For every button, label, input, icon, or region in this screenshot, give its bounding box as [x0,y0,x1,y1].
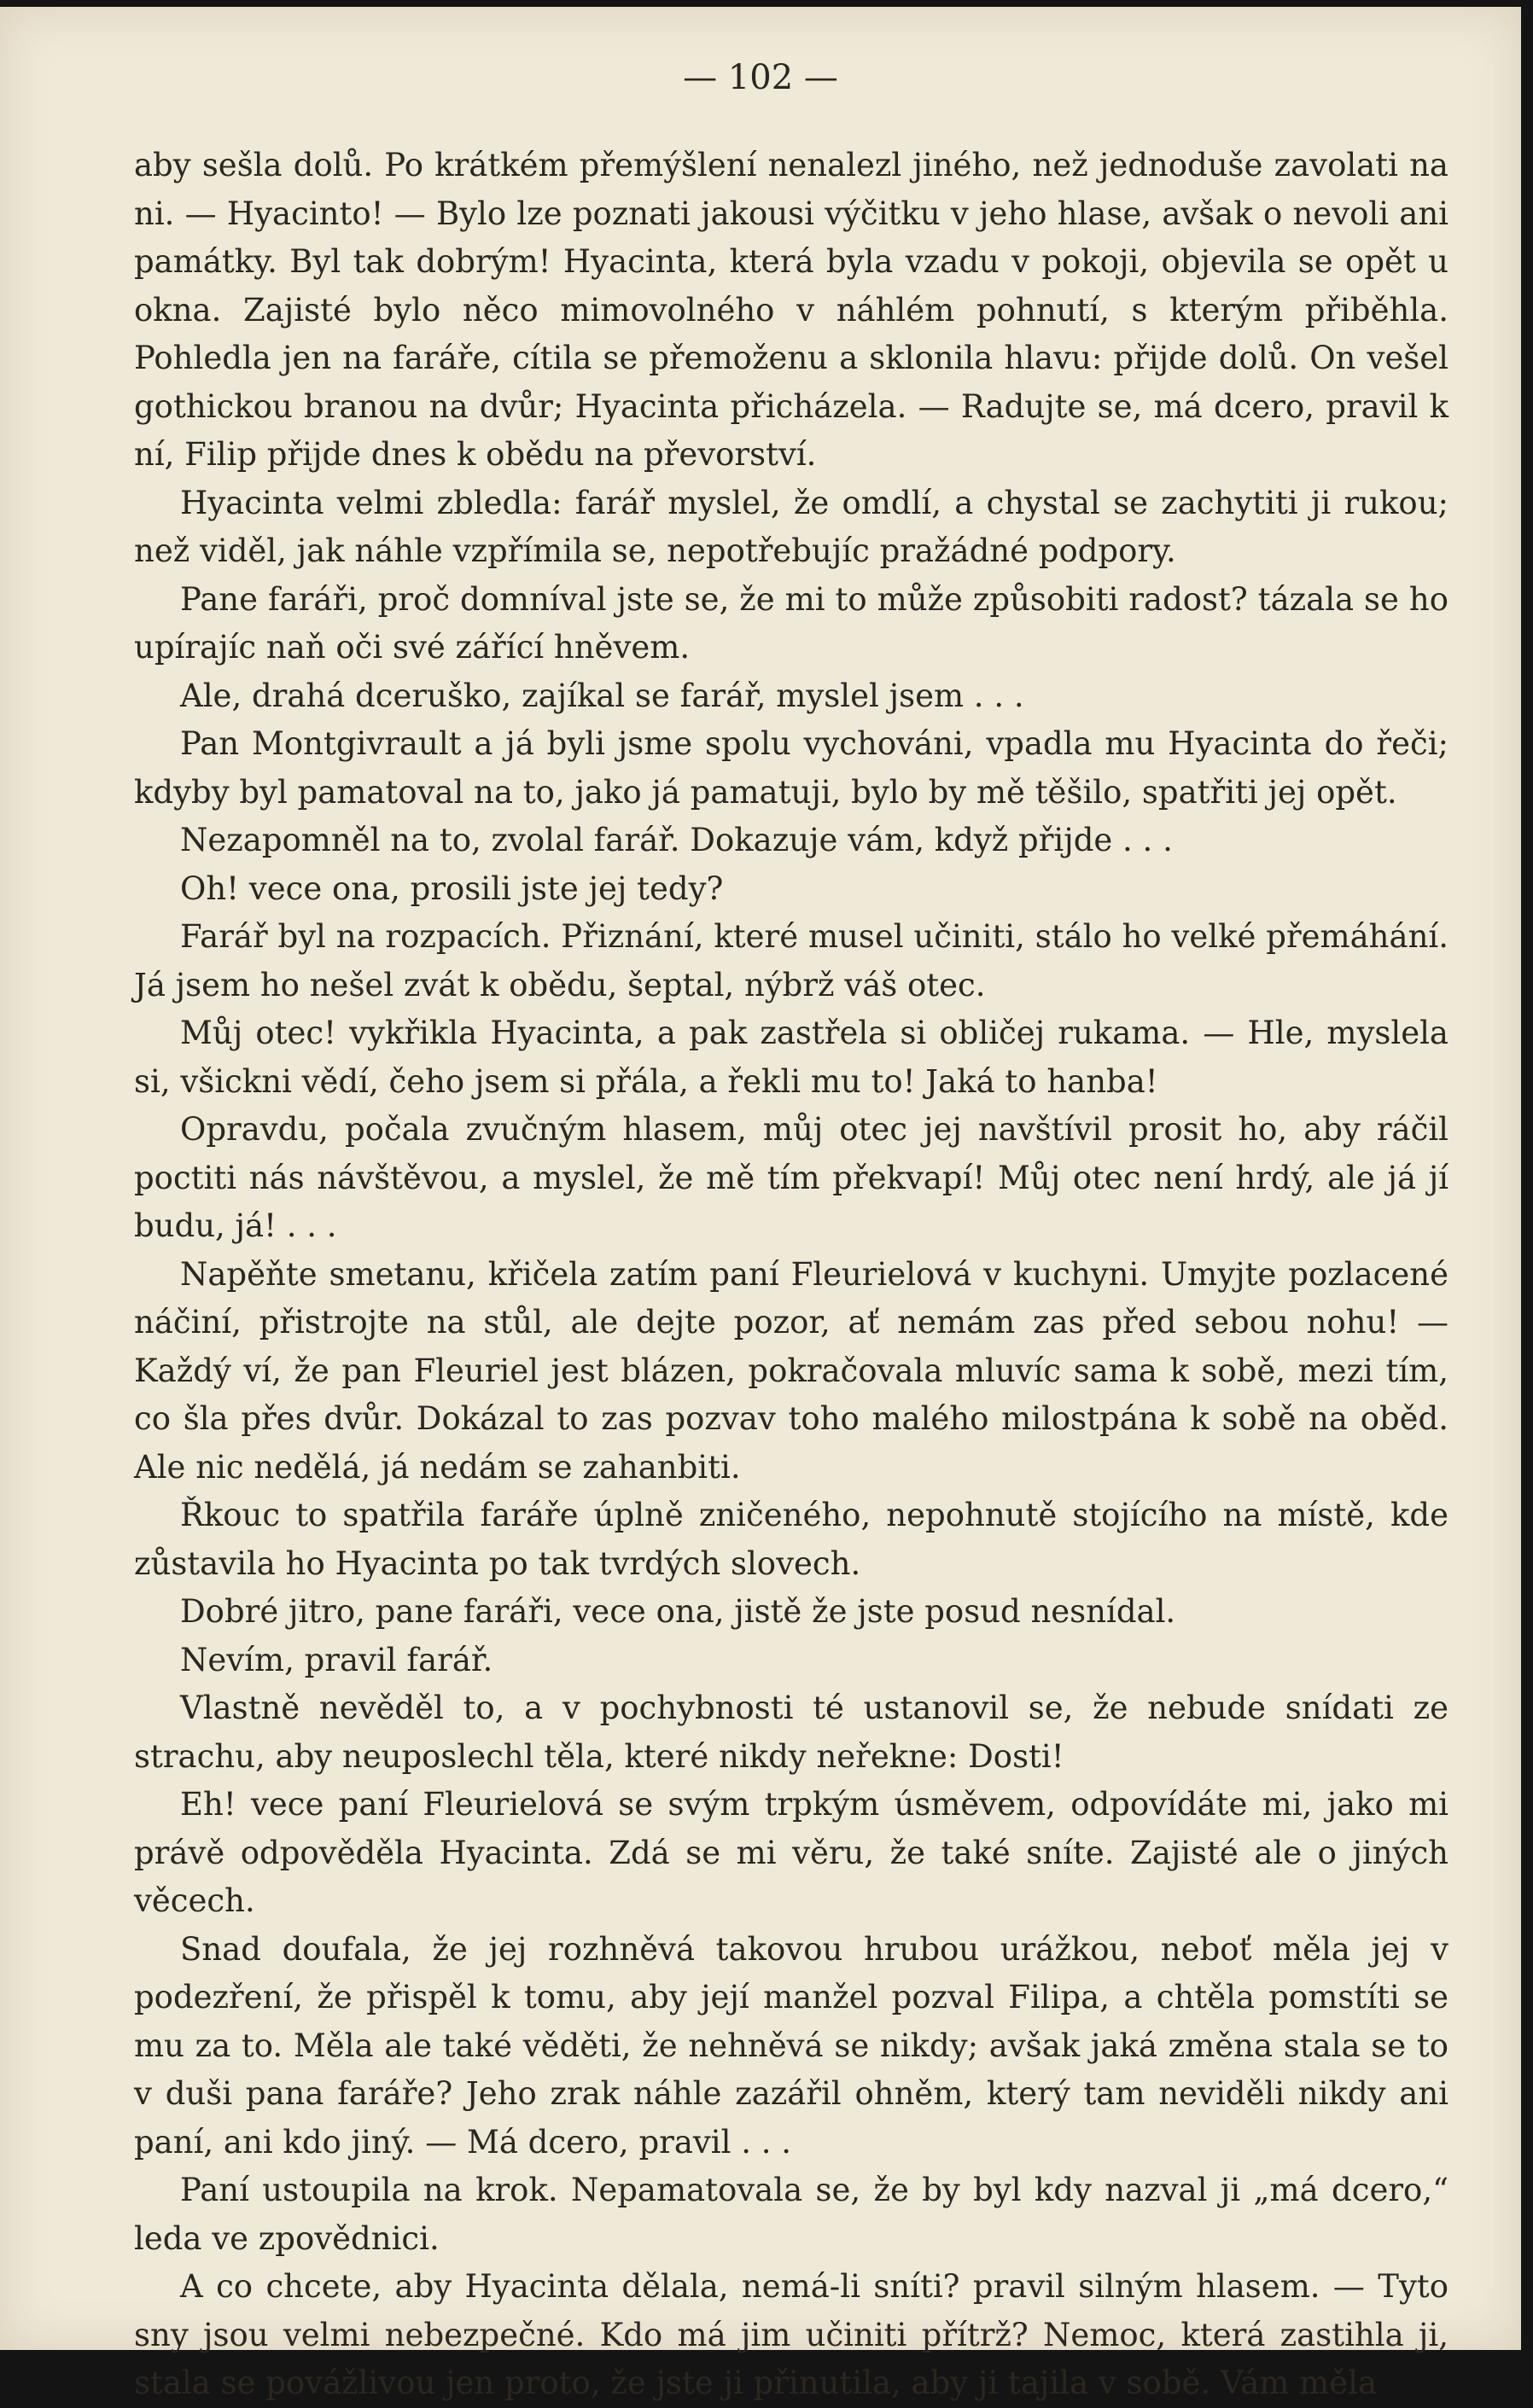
paragraph: Napěňte smetanu, křičela zatím paní Fleurielová v kuchyni. Umyjte pozlacené náčiní, přistrojte na stůl, ale dejte pozor, ať nemám zas před sebou nohu! — Každý ví, že pan Fleuriel jest blázen, pokračovala mluvíc sama k sobě, mezi tím, co šla přes dvůr. Dokázal to zas pozvav toho malého milostpána k sobě na oběd. Ale nic nedělá, já nedám se zahanbiti. [134,1255,1448,1486]
book-page [0,7,1521,2401]
paragraph: Nevím, pravil farář. [180,1641,493,1678]
paragraph: Dobré jitro, pane faráři, vece ona, jistě že jste posud nesnídal. [180,1593,1176,1630]
paragraph: Pan Montgivrault a já byli jsme spolu vychováni, vpadla mu Hyacinta do řeči; kdyby byl pamatoval na to, jako já pamatuji, bylo by mě těšilo, spatřiti jej opět. [134,725,1448,811]
paragraph: Oh! vece ona, prosili jste jej tedy? [180,870,724,907]
paragraph: Opravdu, počala zvučným hlasem, můj otec jej navštívil prosit ho, aby ráčil poctiti nás návštěvou, a myslel, že mě tím překvapí! Můj otec není hrdý, ale já jí budu, já! . . . [134,1111,1448,1244]
page-body [134,142,1448,2408]
paragraph: Vlastně nevěděl to, a v pochybnosti té ustanovil se, že nebude snídati ze strachu, aby neuposlechl těla, které nikdy neřekne: Dosti! [134,1690,1448,1775]
paragraph: Ale, drahá dceruško, zajíkal se farář, myslel jsem . . . [180,677,1024,714]
paragraph: Eh! vece paní Fleurielová se svým trpkým úsměvem, odpovídáte mi, jako mi právě odpověděla Hyacinta. Zdá se mi věru, že také sníte. Zajisté ale o jiných věcech. [134,1786,1448,1919]
paragraph: Paní ustoupila na krok. Nepamatovala se, že by byl kdy nazval ji „má dcero,“ leda ve zpovědnici. [134,2172,1448,2257]
paragraph: Můj otec! vykřikla Hyacinta, a pak zastřela si obličej rukama. — Hle, myslela si, všickni vědí, čeho jsem si přála, a řekli mu to! Jaká to hanba! [134,1015,1448,1100]
paragraph: Hyacinta velmi zbledla: farář myslel, že omdlí, a chystal se zachytiti ji rukou; než viděl, jak náhle vzpřímila se, nepotřebujíc pražádné podpory. [134,484,1448,569]
paragraph: Farář byl na rozpacích. Přiznání, které musel učiniti, stálo ho velké přemáhání. Já jsem ho nešel zvát k obědu, šeptal, nýbrž váš otec. [134,918,1448,1003]
paragraph: Nezapomněl na to, zvolal farář. Dokazuje vám, když přijde . . . [180,822,1173,858]
paragraph: Pane faráři, proč domníval jste se, že mi to může způsobiti radost? tázala se ho upírajíc naň oči své zářící hněvem. [134,580,1448,666]
paragraph: A co chcete, aby Hyacinta dělala, nemá-li sníti? pravil silným hlasem. — Tyto sny jsou velmi nebezpečné. Kdo má jim učiniti přítrž? Nemoc, která zastihla ji, stala se povážlivou jen proto, že jste ji přinutila, aby ji tajila v sobě. Vám měla [134,2268,1448,2401]
paragraph: aby sešla dolů. Po krátkém přemýšlení nenalezl jiného, než jednoduše zavolati na ni. — Hyacinto! — Bylo lze poznati jakousi výčitku v jeho hlase, avšak o nevoli ani památky. Byl tak dobrým! Hyacinta, která byla vzadu v pokoji, objevila se opět u okna. Zajisté bylo něco mimovolného v náhlém pohnutí, s kterým přiběhla. Pohledla jen na faráře, cítila se přemoženu a sklonila hlavu: přijde dolů. On vešel gothickou branou na dvůr; Hyacinta přicházela. — Radujte se, má dcero, pravil k ní, Filip přijde dnes k obědu na převorství. [134,147,1448,473]
page-number: — 102 — [683,58,838,97]
paragraph: Snad doufala, že jej rozhněvá takovou hrubou urážkou, neboť měla jej v podezření, že přispěl k tomu, aby její manžel pozval Filipa, a chtěla pomstíti se mu za to. Měla ale také věděti, že nehněvá se nikdy; avšak jaká změna stala se to v duši pana faráře? Jeho zrak náhle zazářil ohněm, který tam neviděli nikdy ani paní, ani kdo jiný. — Má dcero, pravil . . . [134,1930,1448,2161]
paragraph: Řkouc to spatřila faráře úplně zničeného, nepohnutě stojícího na místě, kde zůstavila ho Hyacinta po tak tvrdých slovech. [134,1497,1448,1582]
